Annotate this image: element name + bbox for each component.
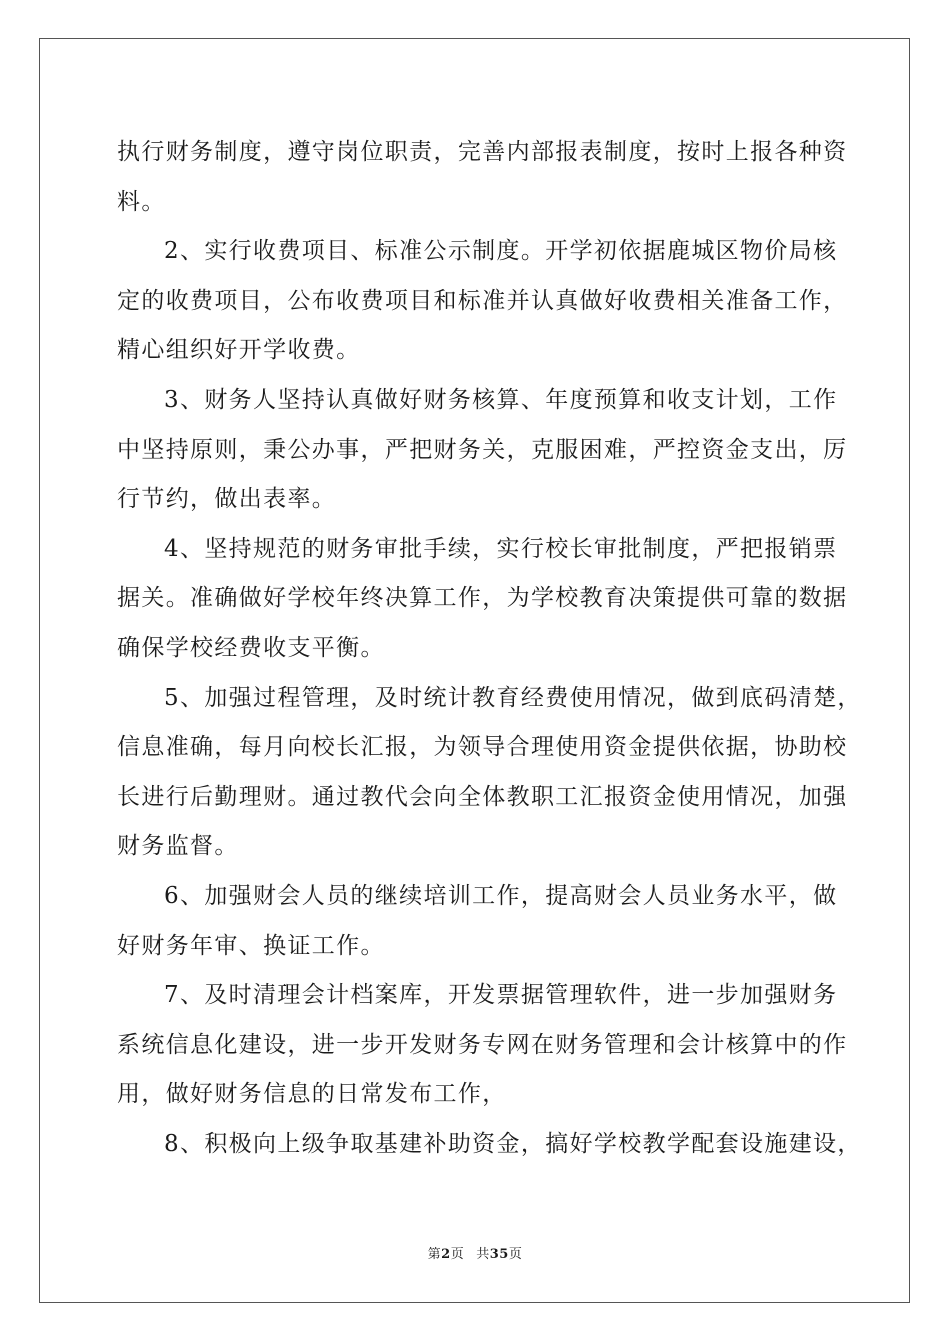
text-line: 料。 (117, 188, 166, 215)
text-line: 定的收费项目，公布收费项目和标准并认真做好收费相关准备工作， (117, 287, 848, 314)
total-page-count: 35 (489, 1247, 509, 1262)
document-body (117, 128, 862, 1169)
paragraph-start-line: 4、坚持规范的财务审批手续，实行校长审批制度，严把报销票 (164, 535, 838, 562)
text-line: 据关。准确做好学校年终决算工作，为学校教育决策提供可靠的数据 (117, 585, 848, 612)
text-line: 财务监督。 (117, 833, 239, 860)
paragraph-start-line: 8、积极向上级争取基建补助资金，搞好学校教学配套设施建设， (164, 1130, 862, 1157)
text-line: 长进行后勤理财。通过教代会向全体教职工汇报资金使用情况，加强 (117, 783, 848, 810)
current-page-number: 2 (441, 1247, 451, 1262)
total-prefix: 共 (476, 1247, 490, 1262)
text-line: 好财务年审、换证工作。 (117, 932, 385, 959)
text-line: 中坚持原则，秉公办事，严把财务关，克服困难，严控资金支出，厉 (117, 436, 848, 463)
text-line: 精心组织好开学收费。 (117, 337, 361, 364)
text-line: 用，做好财务信息的日常发布工作， (117, 1081, 507, 1108)
text-line: 确保学校经费收支平衡。 (117, 634, 385, 661)
page-footer (0, 1247, 950, 1263)
paragraph-start-line: 5、加强过程管理，及时统计教育经费使用情况，做到底码清楚， (164, 684, 862, 711)
text-line: 信息准确，每月向校长汇报，为领导合理使用资金提供依据，协助校 (117, 734, 848, 761)
paragraph-start-line: 6、加强财会人员的继续培训工作，提高财会人员业务水平，做 (164, 882, 838, 909)
paragraph-start-line: 3、财务人坚持认真做好财务核算、年度预算和收支计划，工作 (164, 386, 838, 413)
paragraph-start-line: 7、及时清理会计档案库，开发票据管理软件，进一步加强财务 (164, 982, 838, 1009)
page-suffix: 页 (450, 1247, 465, 1262)
page-prefix: 第 (427, 1247, 442, 1262)
total-suffix: 页 (508, 1247, 523, 1262)
text-line: 执行财务制度，遵守岗位职责，完善内部报表制度，按时上报各种资 (117, 139, 848, 165)
text-line: 行节约，做出表率。 (117, 486, 337, 513)
text-line: 系统信息化建设，进一步开发财务专网在财务管理和会计核算中的作 (117, 1031, 848, 1058)
paragraph-start-line: 2、实行收费项目、标准公示制度。开学初依据鹿城区物价局核 (164, 238, 838, 265)
